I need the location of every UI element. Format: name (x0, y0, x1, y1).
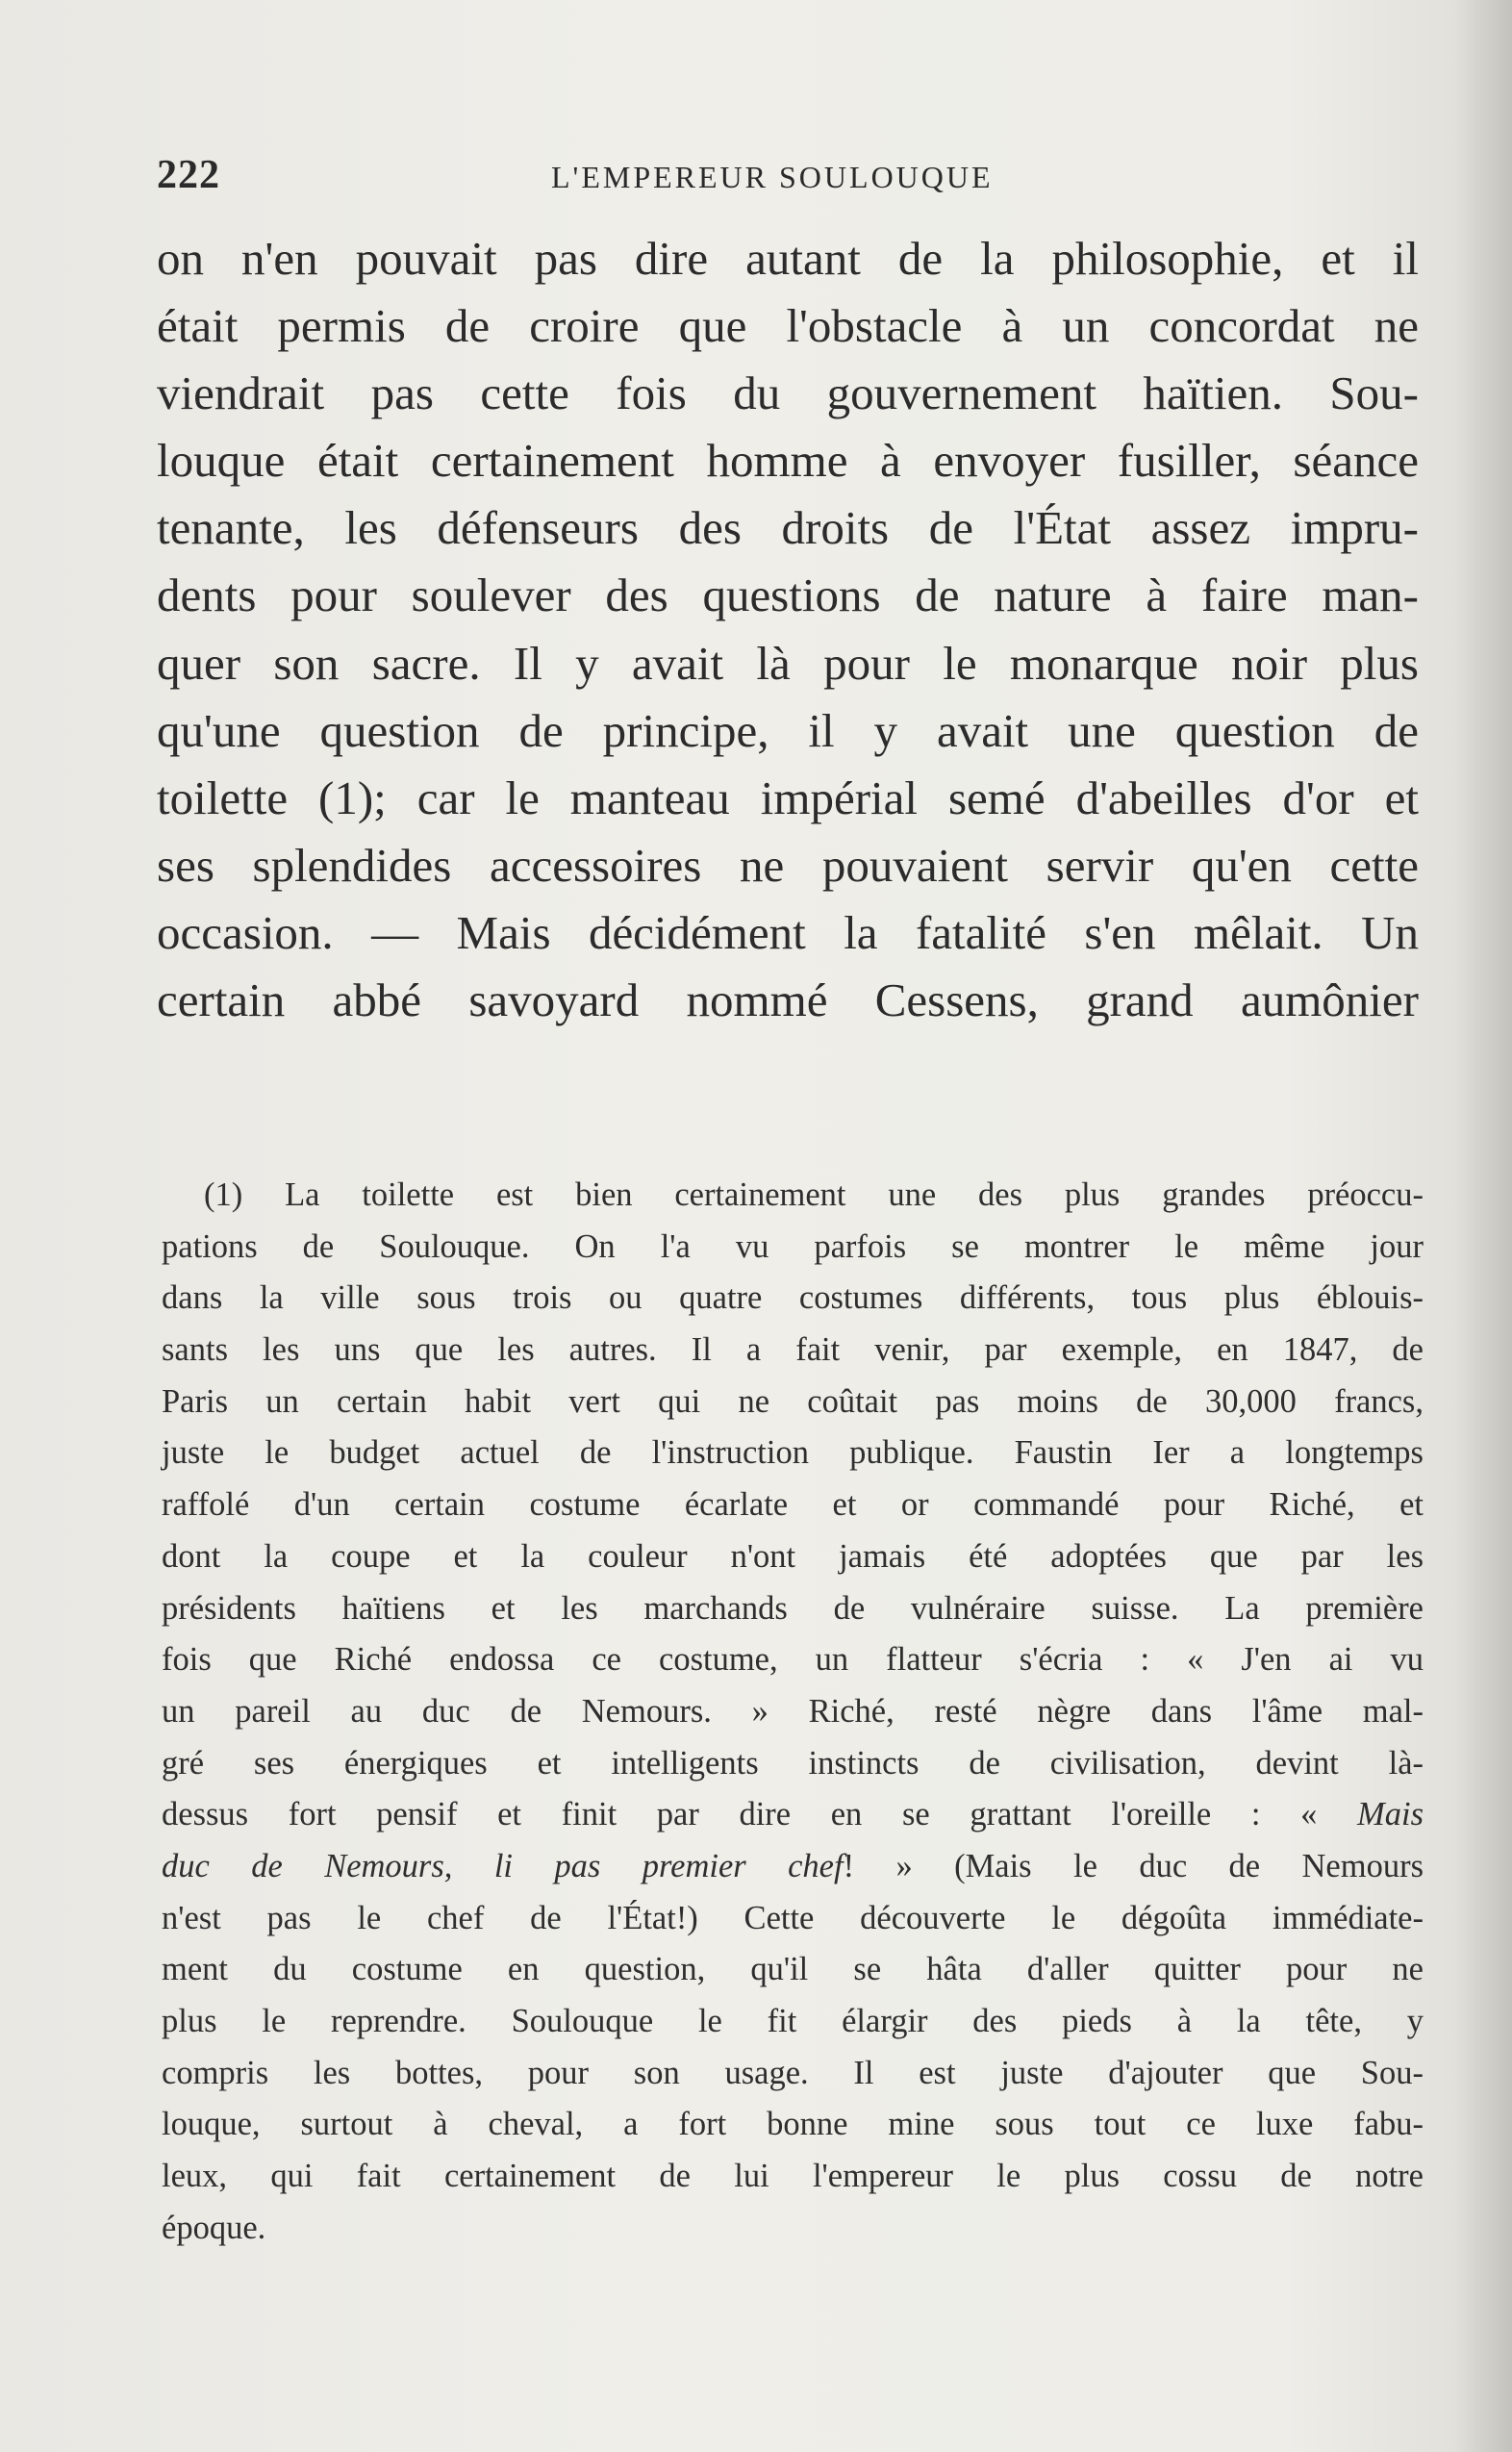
text-line: tenante, les défenseurs des droits de l'État assez impru- (157, 501, 1419, 555)
footnote-text: ! » (Mais le duc de Nemours (843, 1847, 1424, 1884)
footnote-line: fois que Riché endossa ce costume, un flatteur s'écria : « J'en ai vu (162, 1641, 1424, 1679)
footnote-italic-text: duc de Nemours, li pas premier chef (162, 1847, 844, 1884)
footnote-line: pations de Soulouque. On l'a vu parfois se montrer le même jour (162, 1227, 1424, 1265)
text-line: quer son sacre. Il y avait là pour le monarque noir plus (157, 636, 1419, 690)
footnote-line: Paris un certain habit vert qui ne coûtait pas moins de 30,000 francs, (162, 1382, 1424, 1420)
footnote (162, 1170, 1424, 2254)
footnote-line: n'est pas le chef de l'État!) Cette découverte le dégoûta immédiate- (162, 1899, 1424, 1936)
footnote-line: juste le budget actuel de l'instruction publique. Faustin Ier a longtemps (162, 1434, 1424, 1472)
page-gutter-shadow (1454, 0, 1512, 2452)
footnote-line: présidents haïtiens et les marchands de vulnéraire suisse. La première (162, 1589, 1424, 1627)
footnote-line: plus le reprendre. Soulouque le fit élargir des pieds à la tête, y (162, 2003, 1424, 2039)
running-title: L'EMPEREUR SOULOUQUE (551, 160, 994, 194)
footnote-text: dessus fort pensif et finit par dire en se grattant l'oreille : « (162, 1796, 1357, 1833)
footnote-line: sants les uns que les autres. Il a fait venir, par exemple, en 1847, de (162, 1331, 1424, 1369)
footnote-line: dans la ville sous trois ou quatre costumes différents, tous plus éblouis- (162, 1279, 1424, 1317)
main-text (157, 225, 1419, 1034)
footnote-line: leux, qui fait certainement de lui l'empereur le plus cossu de notre (162, 2158, 1424, 2195)
footnote-line (162, 1841, 1424, 1893)
footnote-line: dont la coupe et la couleur n'ont jamais été adoptées que par les (162, 1537, 1424, 1575)
text-line: dents pour soulever des questions de nature à faire man- (157, 569, 1419, 622)
footnote-line: gré ses énergiques et intelligents instincts de civilisation, devint là- (162, 1744, 1424, 1782)
footnote-line: époque. (162, 2209, 266, 2246)
text-line: louque était certainement homme à envoyer fusiller, séance (157, 434, 1419, 488)
footnote-line: (1) La toilette est bien certainement une des plus grandes préoccu- (204, 1176, 1424, 1213)
page-number: 222 (157, 153, 220, 197)
footnote-line: ment du costume en question, qu'il se hâta d'aller quitter pour ne (162, 1951, 1424, 1988)
footnote-italic-text: Mais (1357, 1796, 1424, 1833)
text-line: qu'une question de principe, il y avait une question de (157, 703, 1419, 757)
text-line: on n'en pouvait pas dire autant de la philosophie, et il (157, 232, 1419, 285)
text-line: occasion. — Mais décidément la fatalité s'en mêlait. Un (157, 905, 1419, 959)
footnote-line: louque, surtout à cheval, a fort bonne mine sous tout ce luxe fabu- (162, 2106, 1424, 2143)
footnote-line: un pareil au duc de Nemours. » Riché, resté nègre dans l'âme mal- (162, 1692, 1424, 1730)
text-line: était permis de croire que l'obstacle à un concordat ne (157, 299, 1419, 353)
footnote-line: compris les bottes, pour son usage. Il est juste d'ajouter que Sou- (162, 2054, 1424, 2091)
text-line: viendrait pas cette fois du gouvernement haïtien. Sou- (157, 367, 1419, 420)
text-line: toilette (1); car le manteau impérial semé d'abeilles d'or et (157, 771, 1419, 824)
footnote-line (162, 1789, 1424, 1841)
text-line: certain abbé savoyard nommé Cessens, grand aumônier (157, 973, 1419, 1027)
text-line: ses splendides accessoires ne pouvaient servir qu'en cette (157, 838, 1419, 892)
page-header (157, 152, 1426, 210)
footnote-line: raffolé d'un certain costume écarlate et or commandé pour Riché, et (162, 1486, 1424, 1524)
